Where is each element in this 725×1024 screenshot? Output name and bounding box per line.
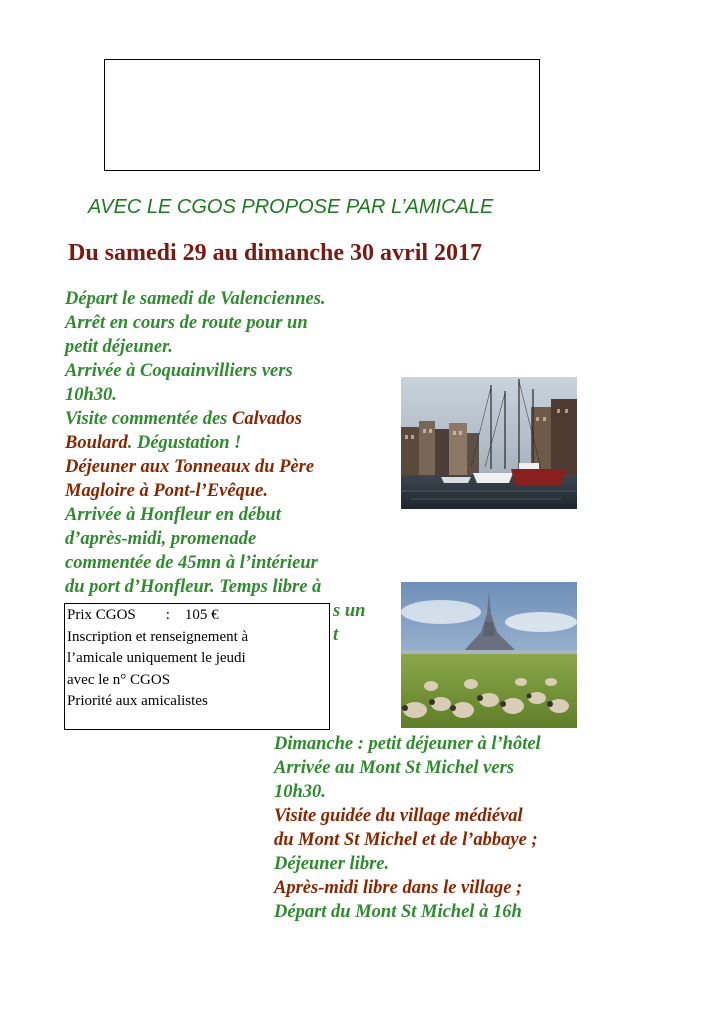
tagline: AVEC LE CGOS PROPOSE PAR L’AMICALE xyxy=(88,196,494,218)
day1-line: Arrivée à Coquainvilliers vers xyxy=(65,361,293,381)
empty-logo-frame xyxy=(104,59,540,171)
price-line: Prix CGOS : 105 € xyxy=(67,607,219,623)
day1-line: du port d’Honfleur. Temps libre à xyxy=(65,577,322,597)
registration-line: Inscription et renseignement à xyxy=(67,628,249,645)
day1-line: Arrivée à Honfleur en début xyxy=(65,505,281,525)
day1-line: s un xyxy=(333,601,366,621)
day1-line: Magloire à Pont-l’Evêque. xyxy=(65,481,268,501)
day1-line: 10h30. xyxy=(65,385,117,405)
price-info-box xyxy=(64,603,330,730)
mont-saint-michel-photo xyxy=(401,582,577,728)
day2-line: Dimanche : petit déjeuner à l’hôtel xyxy=(274,734,541,754)
day2-itinerary xyxy=(274,732,634,924)
day2-line: Départ du Mont St Michel à 16h xyxy=(274,902,522,922)
registration-line: avec le n° CGOS xyxy=(67,671,171,688)
day1-line: Arrêt en cours de route pour un xyxy=(65,313,308,333)
day1-line: d’après-midi, promenade xyxy=(65,529,257,549)
registration-line: l’amicale uniquement le jeudi xyxy=(67,650,246,666)
trip-dates: Du samedi 29 au dimanche 30 avril 2017 xyxy=(68,240,483,266)
day2-line: Après-midi libre dans le village ; xyxy=(274,878,523,898)
priority-line: Priorité aux amicalistes xyxy=(67,693,208,709)
day1-line: petit déjeuner. xyxy=(65,337,173,357)
day1-line: t xyxy=(333,625,339,645)
day2-line: Arrivée au Mont St Michel vers xyxy=(274,758,514,778)
day1-itinerary xyxy=(65,287,395,647)
day2-line: Visite guidée du village médiéval xyxy=(274,806,523,826)
day1-line: Déjeuner aux Tonneaux du Père xyxy=(65,457,315,477)
day1-line: Départ le samedi de Valenciennes. xyxy=(65,289,326,309)
day1-line: Boulard. Dégustation ! xyxy=(65,433,242,453)
day2-line: Déjeuner libre. xyxy=(274,854,390,874)
day2-line: du Mont St Michel et de l’abbaye ; xyxy=(274,830,538,850)
day2-line: 10h30. xyxy=(274,782,326,802)
day1-line: commentée de 45mn à l’intérieur xyxy=(65,553,318,573)
day1-line: Visite commentée des Calvados xyxy=(65,409,302,429)
honfleur-harbor-photo xyxy=(401,377,577,509)
